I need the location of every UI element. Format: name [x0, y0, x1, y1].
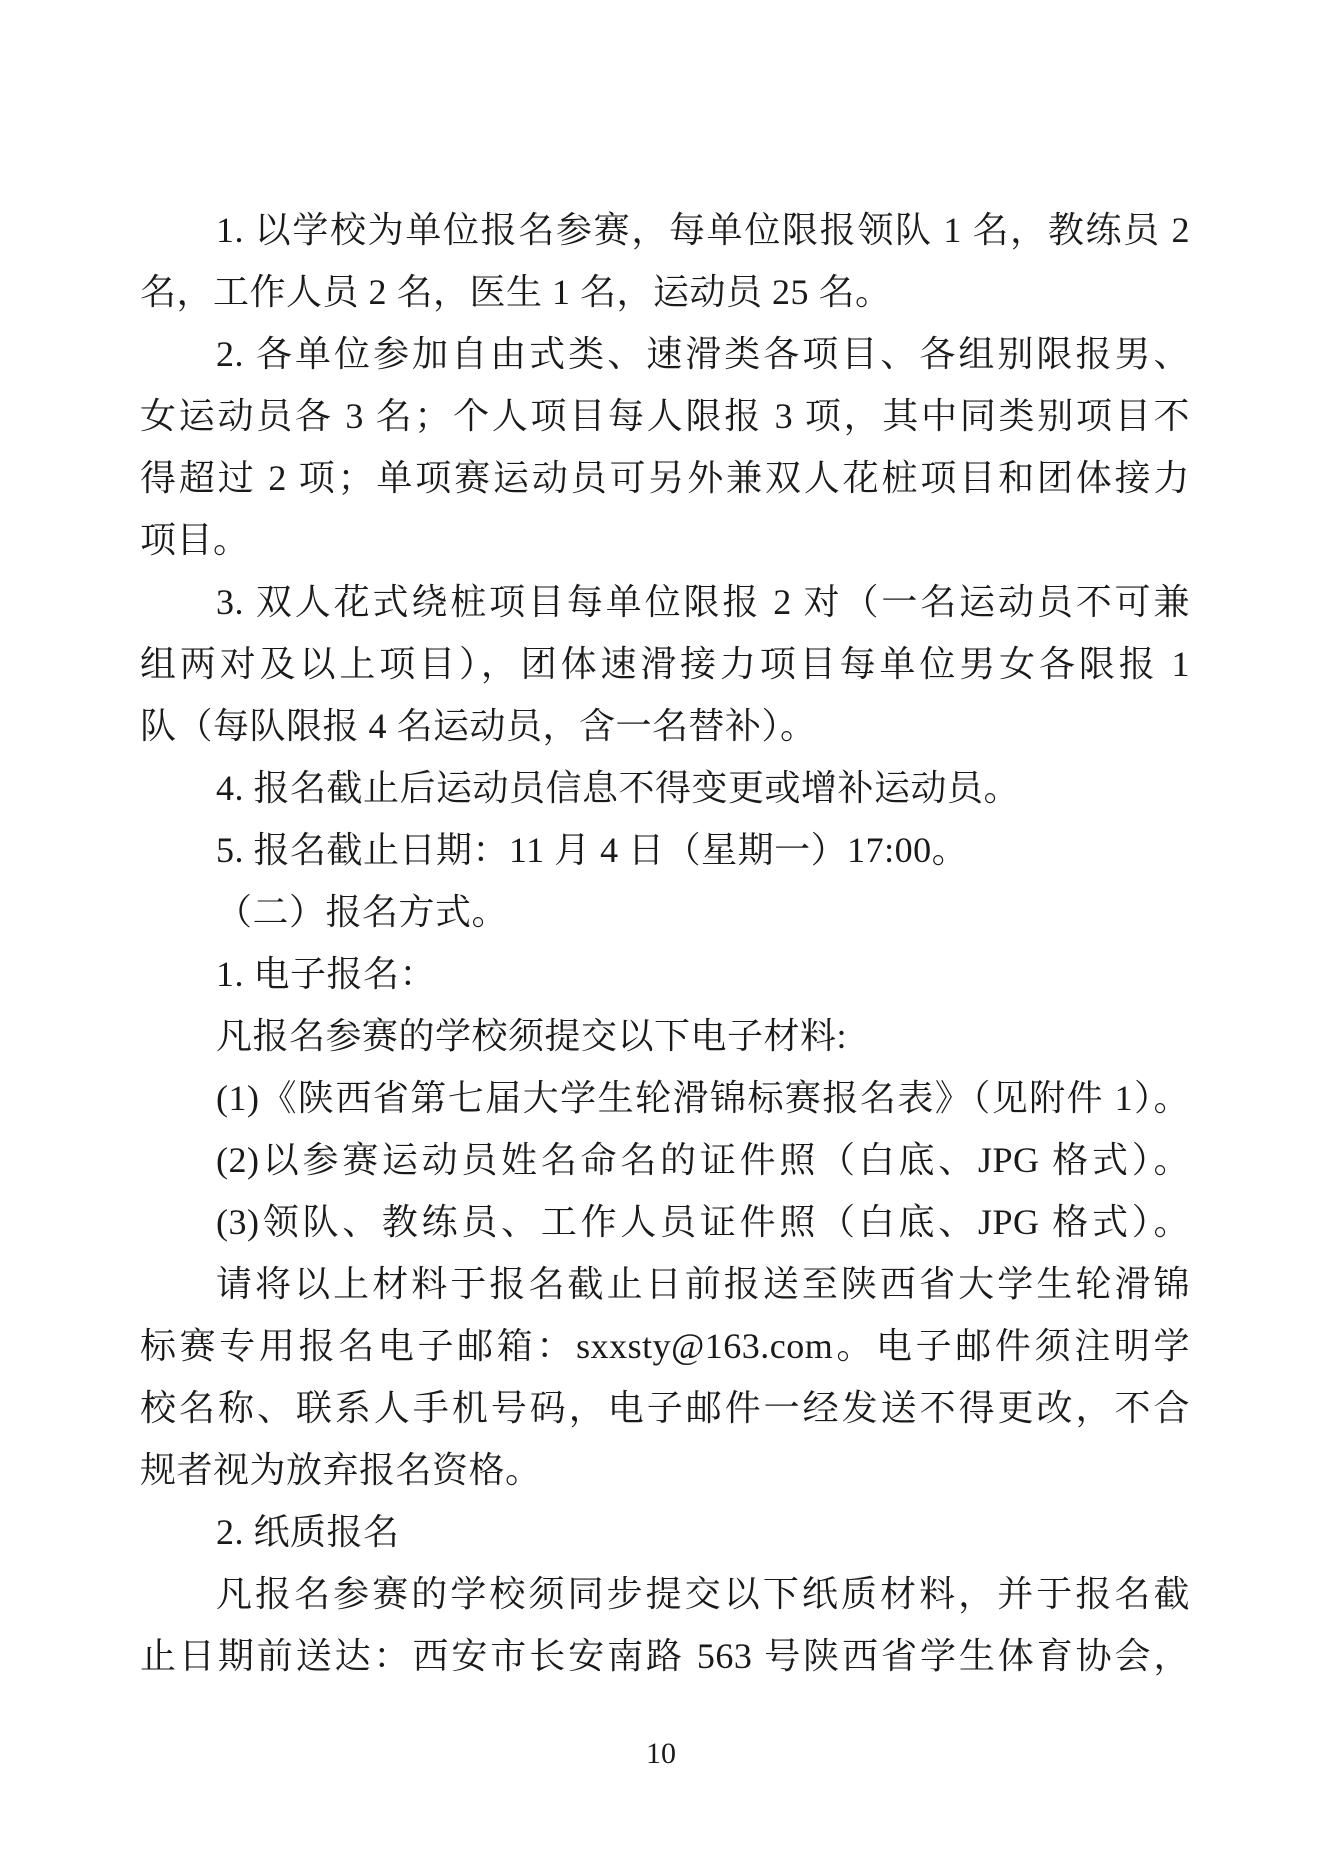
text-line: 1. 以学校为单位报名参赛，每单位限报领队 1 名，教练员 2 — [216, 210, 1190, 250]
text-line: 1. 电子报名： — [216, 954, 437, 994]
text-line: 2. 各单位参加自由式类、速滑类各项目、各组别限报男、 — [216, 334, 1190, 374]
text-line: 得超过 2 项；单项赛运动员可另外兼双人花桩项目和团体接力 — [140, 458, 1190, 498]
text-line: 名，工作人员 2 名，医生 1 名，运动员 25 名。 — [140, 272, 892, 312]
text-line: 凡报名参赛的学校须提交以下电子材料: — [216, 1016, 848, 1056]
text-line: 标赛专用报名电子邮箱：sxxsty@163.com。电子邮件须注明学 — [140, 1326, 1190, 1366]
text-line: 请将以上材料于报名截止日前报送至陕西省大学生轮滑锦 — [216, 1264, 1190, 1304]
text-line: (2)以参赛运动员姓名命名的证件照（白底、JPG 格式）。 — [216, 1140, 1190, 1180]
text-line: (1)《陕西省第七届大学生轮滑锦标赛报名表》（见附件 1）。 — [216, 1078, 1190, 1118]
text-line: （二）报名方式。 — [216, 892, 509, 932]
text-line: 止日期前送达：西安市长安南路 563 号陕西省学生体育协会， — [140, 1636, 1190, 1676]
text-line: 校名称、联系人手机号码，电子邮件一经发送不得更改，不合 — [140, 1388, 1190, 1428]
text-line: 2. 纸质报名 — [216, 1512, 400, 1552]
text-line: (3)领队、教练员、工作人员证件照（白底、JPG 格式）。 — [216, 1202, 1190, 1242]
text-line: 4. 报名截止后运动员信息不得变更或增补运动员。 — [216, 768, 1021, 808]
text-line: 凡报名参赛的学校须同步提交以下纸质材料，并于报名截 — [216, 1574, 1190, 1614]
page-number: 10 — [646, 1737, 676, 1770]
text-line: 项目。 — [140, 520, 250, 560]
text-line: 3. 双人花式绕桩项目每单位限报 2 对（一名运动员不可兼 — [216, 582, 1190, 622]
text-line: 组两对及以上项目），团体速滑接力项目每单位男女各限报 1 — [140, 644, 1190, 684]
document-body — [140, 199, 1190, 1687]
text-line: 女运动员各 3 名；个人项目每人限报 3 项，其中同类别项目不 — [140, 396, 1190, 436]
text-line: 5. 报名截止日期：11 月 4 日（星期一）17:00。 — [216, 830, 969, 870]
text-line: 规者视为放弃报名资格。 — [140, 1450, 542, 1490]
text-line: 队（每队限报 4 名运动员，含一名替补）。 — [140, 706, 817, 746]
